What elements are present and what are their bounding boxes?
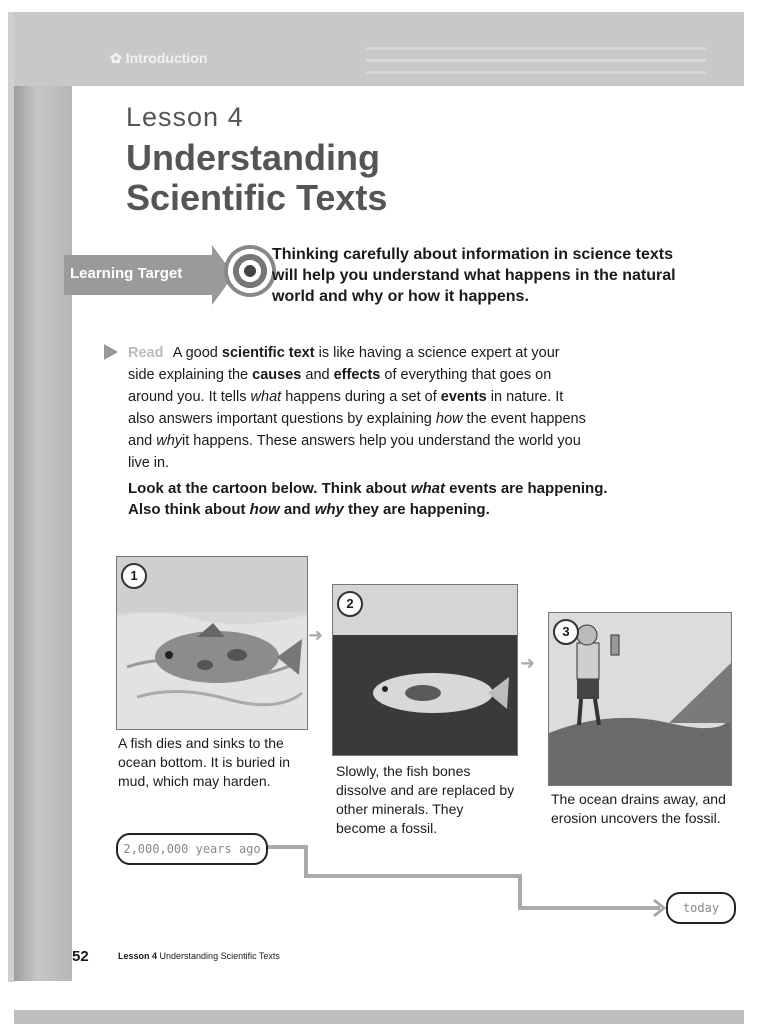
next-page-edge [14, 1010, 744, 1024]
instruction-text: Look at the cartoon below. Think about [128, 480, 407, 497]
paw-icon: ✿ [110, 50, 122, 66]
emphasis-how: how [435, 411, 463, 427]
panel-number-3: 3 [553, 619, 579, 645]
chevron-right-icon: ➜ [308, 625, 324, 645]
footer-lesson-reference [118, 951, 280, 961]
read-text: of everything that goes on around you. It tells [128, 367, 552, 405]
emphasis-how: how [249, 501, 280, 518]
term-scientific-text: scientific text [221, 345, 315, 361]
page-number: 52 [72, 948, 89, 965]
panel-caption-1: A fish dies and sinks to the ocean bottom. It is buried in mud, which may harden. [118, 735, 290, 789]
emphasis-what: what [250, 389, 282, 405]
emphasis-why: why [314, 501, 344, 518]
emphasis-why: why [156, 433, 183, 449]
learning-target-text: Thinking carefully about information in science texts will help you understand what happens in the natural world and why or how it happens. [272, 246, 676, 305]
read-text: happens during a set of [285, 389, 437, 405]
panel-number-2: 2 [337, 591, 363, 617]
emphasis-what: what [410, 480, 445, 497]
instruction-text: they are happening. [348, 501, 490, 518]
instruction-text: events are happening. Also think about [128, 480, 608, 518]
term-effects: effects [333, 367, 381, 383]
read-text: is like having a science expert at your side explaining the [128, 345, 560, 383]
read-text: and [305, 367, 330, 383]
timeline-end-badge: today [666, 892, 736, 924]
instruction-text: and [283, 501, 311, 518]
panel-caption-3: The ocean drains away, and erosion uncovers the fossil. [551, 791, 726, 826]
term-events: events [440, 389, 487, 405]
footer-lesson-title: Understanding Scientific Texts [159, 951, 280, 961]
panel-number-1: 1 [121, 563, 147, 589]
section-label-text: Introduction [125, 50, 208, 66]
panel-caption-2: Slowly, the fish bones dissolve and are replaced by other minerals. They become a fossil. [336, 763, 515, 836]
term-causes: causes [252, 367, 302, 383]
lesson-number: Lesson 4 [126, 102, 244, 132]
learning-target-label: Learning Target [70, 265, 183, 282]
read-text: the event happens and [128, 411, 586, 449]
read-text: A good [172, 345, 218, 361]
chevron-right-icon: ➜ [520, 653, 536, 673]
read-text: in nature. It also answers important questions by explaining [128, 389, 564, 427]
lesson-title: Understanding Scientific Texts [126, 137, 388, 218]
read-label: Read [128, 345, 164, 361]
footer-lesson-number: Lesson 4 [118, 951, 158, 961]
read-text: it happens. These answers help you understand the world you live in. [128, 433, 581, 471]
timeline-start-badge: 2,000,000 years ago [116, 833, 268, 865]
